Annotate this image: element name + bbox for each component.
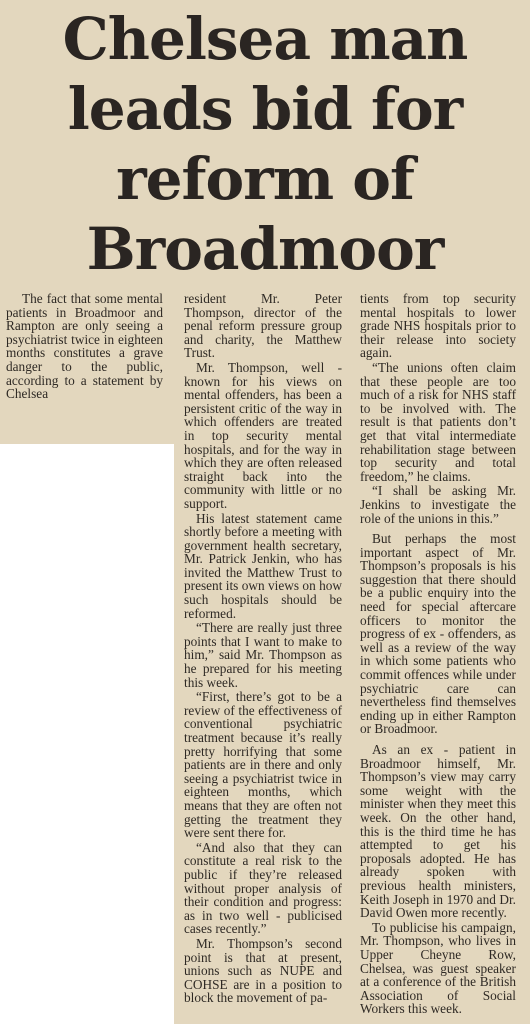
paragraph: “First, there’s got to be a review of the effectiveness of conventional psychiatric treatment because it’s really pretty horrifying that some patients are in there and only seeing a psychiatrist twice in eighteen months, which means that they are often not getting the treatment they were sent there for. xyxy=(184,689,342,841)
headline-line-2: leads bid for xyxy=(67,75,463,143)
paragraph: tients from top security mental hospitals to lower grade NHS hospitals prior to their release into society again. xyxy=(360,291,516,361)
paragraph: Mr. Thompson’s second point is that at present, unions such as NUPE and COHSE are in a position to block the movement of pa- xyxy=(184,935,342,1006)
paragraph: “The unions often claim that these people are too much of a risk for NHS staff to be involved with. The result is that patients don’t get that vital intermediate rehabilitation stage between top security and total freedom,” he claims. xyxy=(360,359,516,484)
paragraph: As an ex - patient in Broadmoor himself, Mr. Thompson’s view may carry some weight with the minister when they meet this week. On the other hand, this is the third time he has attempted to get his proposals adopted. He has already spoken with previous health ministers, Keith Joseph in 1970 and Dr. David Owen more recently. xyxy=(360,742,516,921)
article-column-3 xyxy=(360,292,516,1016)
paragraph: But perhaps the most important aspect of Mr. Thompson’s proposals is his suggestion that there should be a public enquiry into the need for special aftercare officers to monitor the progress of ex - offenders, as well as a review of the way in which some patients who commit offences while under psychiatric care can nevertheless find themselves ending up in either Rampton or Broadmoor. xyxy=(360,531,516,737)
headline-line-4: Broadmoor xyxy=(86,215,444,283)
paragraph: resident Mr. Peter Thompson, director of the penal reform pressure group and charity, the Matthew Trust. xyxy=(184,291,342,361)
headline xyxy=(8,4,522,284)
headline-line-3: reform of xyxy=(116,145,414,213)
article-column-1 xyxy=(6,292,163,401)
article-column-2 xyxy=(184,292,342,1005)
headline-line-1: Chelsea man xyxy=(62,5,468,73)
paragraph: “There are really just three points that I want to make to him,” said Mr. Thompson as he prepared for his meeting this week. xyxy=(184,620,342,690)
paragraph: To publicise his campaign, Mr. Thompson, who lives in Upper Cheyne Row, Chelsea, was guest speaker at a conference of the British Association of Social Workers this week. xyxy=(360,919,516,1017)
clipping-cutaway xyxy=(0,444,174,1024)
paragraph: “I shall be asking Mr. Jenkins to investigate the role of the unions in this.” xyxy=(360,483,516,526)
paragraph: “And also that they can constitute a real risk to the public if they’re released without proper analysis of their condition and progress: as in two well - publicised cases recently.” xyxy=(184,839,342,937)
paragraph: The fact that some mental patients in Broadmoor and Rampton are only seeing a psychiatrist twice in eighteen months constitutes a grave danger to the public, according to a statement by Chelsea xyxy=(6,291,163,402)
paragraph: Mr. Thompson, well - known for his views on mental offenders, has been a persistent critic of the way in which offenders are treated in top security mental hospitals, and for the way in which they are often released straight back into the community with little or no support. xyxy=(184,359,342,511)
paragraph: His latest statement came shortly before a meeting with government health secretary, Mr. Patrick Jenkin, who has invited the Matthew Trust to present its own views on how such hospitals should be reformed. xyxy=(184,510,342,621)
